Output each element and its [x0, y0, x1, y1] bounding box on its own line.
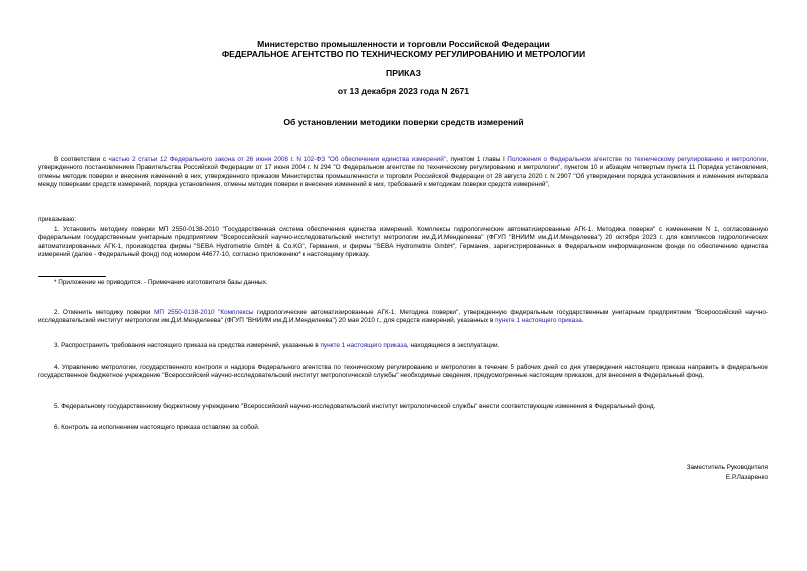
item-1-paragraph: 1. Установить методику поверки МП 2550-0138-2010 "Государственная система обеспечения единства измерений. Комплексы гидрологические автоматизированные АГК-1. Методика поверки" с изменением N 1, согласованную федеральным государственным унитарным предприятием "Всероссийский научно-исследовательский институт метрологии им.Д.И.Менделеева" (ФГУП "ВНИИМ им.Д.И.Менделеева") 20 октября 2023 г. для комплексов гидрологических автоматизированных АГК-1, производства фирмы "SEBA Hydrometrie GmbH & Co.KG", Германия, и фирмы "SEBA Hydrometrie GmbH", Германия, зарегистрированных в Федеральном информационном фонде по обеспечению единства измерений (далее - Федеральный фонд) под номером 44677-10, согласно приложению* к настоящему приказу.: [38, 226, 768, 259]
link-method-mp-2550[interactable]: МП 2550-0138-2010 "Комплексы: [154, 309, 254, 316]
item-2-text-a: 2. Отменить методику поверки: [54, 309, 155, 316]
item-5-paragraph: 5. Федеральному государственному бюджетному учреждению "Всероссийский научно-исследовательский институт метрологической службы" внести соответствующие изменения в Федеральный фонд.: [54, 403, 656, 410]
preamble-paragraph: [38, 156, 768, 190]
footnote-separator: [38, 276, 106, 277]
item-3-text-a: 3. Распространить требования настоящего приказа на средства измерений, указанные в: [54, 342, 321, 349]
item-4-paragraph: 4. Управлению метрологии, государственного контроля и надзора Федерального агентства по техническому регулированию и метрологии в течение 5 рабочих дней со дня утверждения настоящего приказа направить в федеральное государственное бюджетное учреждение "Всероссийский научно-исследовательский институт метрологической службы" необходимые сведения, предусмотренные настоящим приказом, для внесения в Федеральный фонд.: [38, 364, 768, 380]
item-3-text-b: , находящиеся в эксплуатации.: [406, 342, 500, 349]
item-6-paragraph: 6. Контроль за исполнением настоящего приказа оставляю за собой.: [54, 424, 260, 431]
agency-name: ФЕДЕРАЛЬНОЕ АГЕНТСТВО ПО ТЕХНИЧЕСКОМУ РЕГУЛИРОВАНИЮ И МЕТРОЛОГИИ: [221, 49, 586, 59]
link-agency-regulation[interactable]: Положения о Федеральном агентстве по техническому регулированию и метрологии: [507, 156, 767, 163]
preamble-text-2: , пунктом 1 главы I: [446, 156, 508, 163]
item-2-text-c: .: [581, 317, 584, 325]
link-item-1-ref[interactable]: пункте 1 настоящего приказа: [495, 317, 582, 325]
signatory-name: Е.Р.Лазаренко: [725, 474, 768, 481]
signatory-position: Заместитель Руководителя: [686, 464, 768, 471]
item-3-paragraph: [38, 342, 768, 350]
date-and-number: от 13 декабря 2023 года N 2671: [337, 86, 470, 96]
order-word: приказываю:: [38, 216, 76, 223]
preamble-text-1: В соответствии с: [54, 156, 109, 163]
preamble-text-3: , утвержденного постановлением Правительства Российской Федерации от 17 июня 2004 г. N 294 "О Федеральном агентстве по техническому регулированию и метрологии", пунктом 10 и абзацем четвертым пункта 11 Порядка установления, отмены методик поверки и внесения изменений в них, утвержденного приказом Министерства промышленности и торговли Российской Федерации от 28 августа 2020 г. N 2907 "Об утверждении порядка установления и изменения интервала между поверками средств измерений, порядка установления, отмены методик поверки и внесения изменений в них, требований к методикам поверки средств измерений",: [38, 156, 768, 189]
footnote: * Приложение не приводится. - Примечание изготовителя базы данных.: [54, 279, 268, 286]
item-2-text-b: гидрологические автоматизированные АГК-1. Методика поверки", утвержденную федеральным государственным унитарным предприятием "Всероссийский научно-исследовательский институт метрологии им.Д.И.Менделеева" (ФГУП "ВНИИМ им.Д.И.Менделеева") 20 мая 2010 г., для средств измерений, указанных в: [38, 309, 769, 325]
ministry-name: Министерство промышленности и торговли Российской Федерации: [257, 39, 550, 49]
item-2-paragraph: [38, 309, 768, 326]
document-title: Об установлении методики поверки средств измерений: [283, 117, 524, 127]
link-item-1-ref-2[interactable]: пункте 1 настоящего приказа: [320, 342, 407, 349]
link-federal-law[interactable]: частью 2 статьи 12 Федерального закона от 26 июня 2008 г. N 102-ФЗ "Об обеспечении единства измерений": [108, 156, 447, 163]
document-type: ПРИКАЗ: [386, 68, 421, 78]
